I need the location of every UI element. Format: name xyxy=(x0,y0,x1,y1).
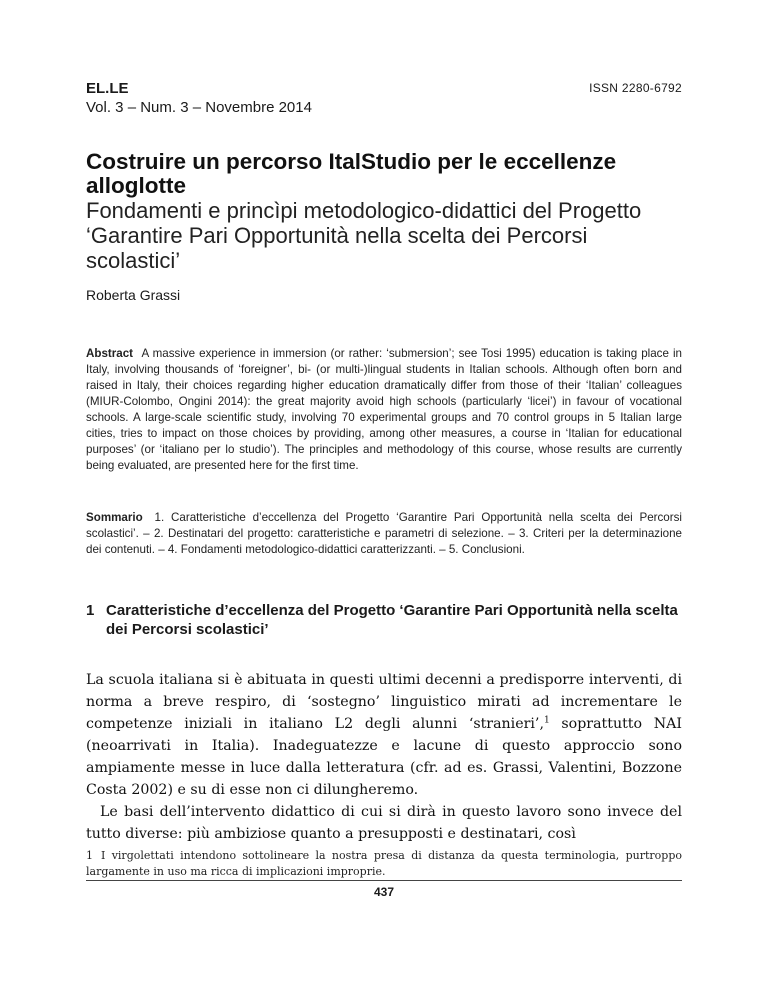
sommario xyxy=(86,510,682,558)
footer-rule xyxy=(86,880,682,881)
abstract xyxy=(86,346,682,474)
sommario-label: Sommario xyxy=(86,511,143,524)
article-title-block xyxy=(86,150,682,273)
journal-volume: Vol. 3 – Num. 3 – Novembre 2014 xyxy=(86,99,312,116)
footnote xyxy=(86,848,682,880)
section-heading xyxy=(86,601,682,639)
abstract-label: Abstract xyxy=(86,347,134,360)
issn: ISSN 2280-6792 xyxy=(589,81,682,95)
author: Roberta Grassi xyxy=(86,287,181,303)
paragraph-text: soprattutto NAI (neoarrivati in Italia). Inadeguatezze e lacune di questo approccio sono ampiamente messe in luce dalla letteratura (cfr. ad es. Grassi, Valentini, Bozzone Costa 2002) e su di esse non ci dilungheremo. xyxy=(86,716,683,798)
footnote-number: 1 xyxy=(86,849,93,862)
section-title: Caratteristiche d’eccellenza del Progetto ‘Garantire Pari Opportunità nella scelta dei Percorsi scolastici’ xyxy=(106,602,678,638)
journal-name: EL.LE xyxy=(86,80,129,97)
article-subtitle: Fondamenti e princìpi metodologico-didattici del Progetto ‘Garantire Pari Opportunità nella scelta dei Percorsi scolastici’ xyxy=(86,198,642,273)
section-number: 1 xyxy=(86,602,95,619)
paragraph-text: La scuola italiana si è abituata in questi ultimi decenni a predisporre interventi, di norma a breve respiro, di ‘sostegno’ linguistico mirati ad incrementare le competenze iniziali in italiano L2 degli alunni ‘stranieri’, xyxy=(86,672,682,732)
paragraph: Le basi dell’intervento didattico di cui si dirà in questo lavoro sono invece del tutto diverse: più ambiziose quanto a presupposti e destinatari, così xyxy=(86,804,682,842)
article-title: Costruire un percorso ItalStudio per le eccellenze alloglotte xyxy=(86,149,617,198)
abstract-text: A massive experience in immersion (or rather: ‘submersion’; see Tosi 1995) education is taking place in Italy, involving thousands of ‘foreigner’, bi- (or multi-)lingual students in Italian schools. Although often born and raised in Italy, their choices regarding higher education dramatically differ from those of their ‘Italian’ colleagues (MIUR-Colombo, Ongini 2014): the great majority avoid high schools (particularly ‘licei’) in favour of vocational schools. A large-scale scientific study, involving 70 experimental groups and 70 control groups in 5 Italian large cities, tries to impact on those choices by providing, among other measures, a course in ‘Italian for educational purposes’ (or ‘italiano per lo studio’). The principles and methodology of this course, whose results are currently being evaluated, are presented here for the first time. xyxy=(86,347,682,472)
sommario-text: 1. Caratteristiche d’eccellenza del Progetto ‘Garantire Pari Opportunità nella scelta dei Percorsi scolastici’. – 2. Destinatari del progetto: caratteristiche e parametri di selezione. – 3. Criteri per la determinazione dei contenuti. – 4. Fondamenti metodologico-didattici caratterizzanti. – 5. Conclusioni. xyxy=(86,511,682,556)
journal-header xyxy=(86,79,312,117)
page-number: 437 xyxy=(373,885,395,899)
footnote-ref[interactable]: 1 xyxy=(543,715,550,726)
footnote-text: I virgolettati intendono sottolineare la nostra presa di distanza da questa terminologia, purtroppo largamente in uso ma ricca di implicazioni improprie. xyxy=(86,849,682,878)
body-text xyxy=(86,669,682,845)
paragraph xyxy=(86,669,682,801)
